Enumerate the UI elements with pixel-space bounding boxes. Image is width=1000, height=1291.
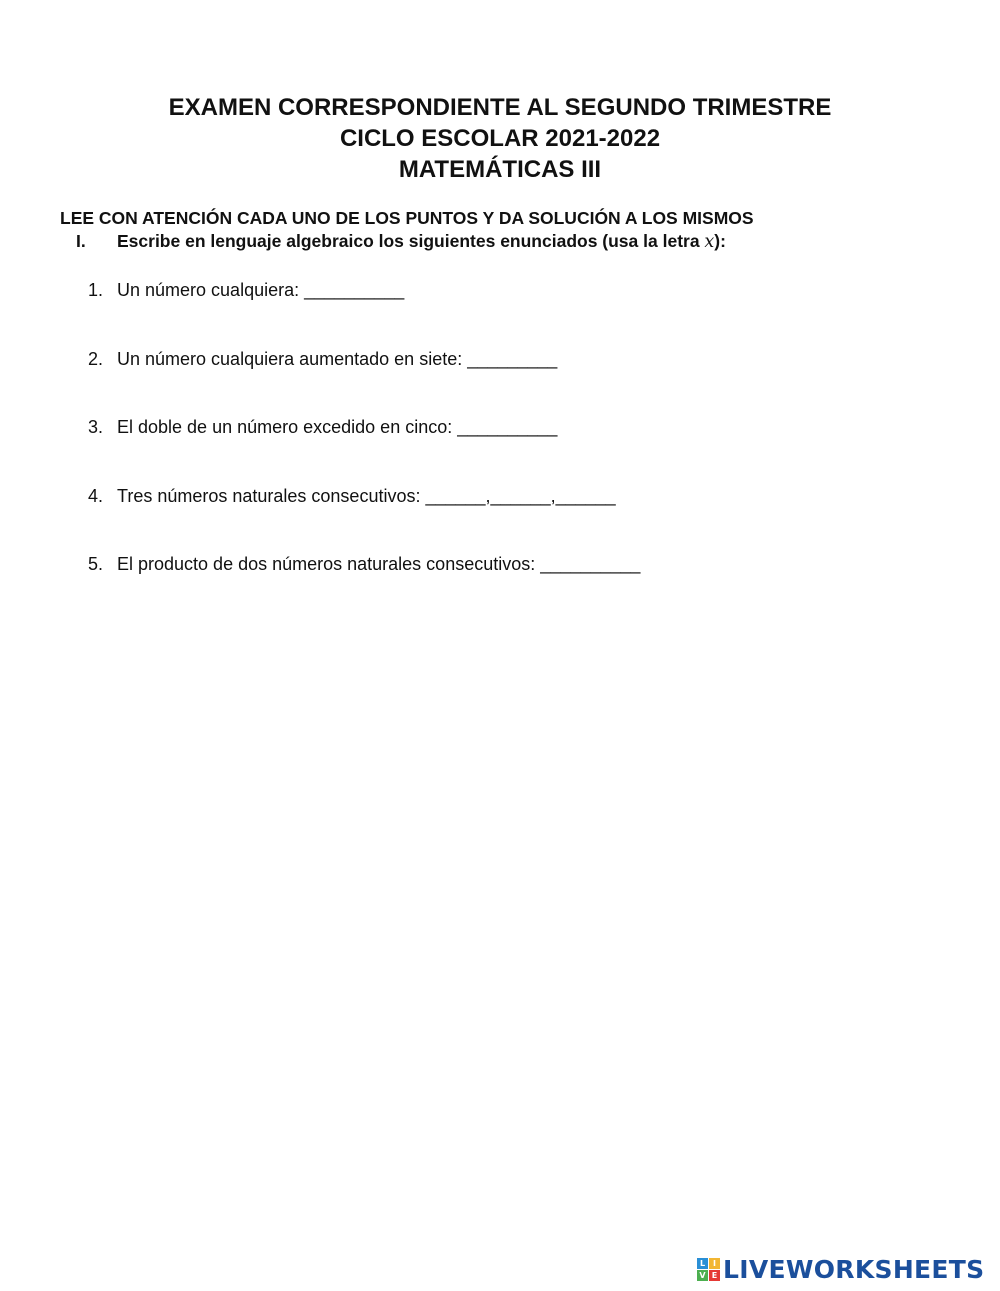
liveworksheets-mark-icon <box>697 1258 720 1281</box>
exam-title: EXAMEN CORRESPONDIENTE AL SEGUNDO TRIMESTRE <box>168 94 832 121</box>
question-number: 3. <box>88 417 104 437</box>
question-list <box>88 278 888 621</box>
question-number: 4. <box>88 485 104 506</box>
question-number: 5. <box>88 554 104 574</box>
question-text[interactable]: El producto de dos números naturales consecutivos: __________ <box>117 554 641 574</box>
question-text[interactable]: Tres números naturales consecutivos: ______,______,______ <box>117 485 616 506</box>
question-text[interactable]: Un número cualquiera aumentado en siete: _________ <box>117 348 558 369</box>
mark-letter-e: E <box>709 1270 720 1281</box>
question-item <box>88 552 888 621</box>
section-instruction-end: ): <box>714 231 726 251</box>
section-roman-numeral: I. <box>76 231 86 251</box>
general-instruction: LEE CON ATENCIÓN CADA UNO DE LOS PUNTOS Y DA SOLUCIÓN A LOS MISMOS <box>60 208 754 228</box>
question-text[interactable]: El doble de un número excedido en cinco: __________ <box>117 417 558 437</box>
question-item <box>88 347 888 416</box>
liveworksheets-wordmark: LIVEWORKSHEETS <box>723 1254 985 1284</box>
question-number: 1. <box>88 280 104 300</box>
exam-header <box>0 92 1000 185</box>
question-item <box>88 415 888 484</box>
question-number: 2. <box>88 348 104 369</box>
question-text[interactable]: Un número cualquiera: __________ <box>117 280 405 300</box>
mark-letter-i: I <box>709 1258 720 1269</box>
school-cycle: CICLO ESCOLAR 2021-2022 <box>339 125 661 152</box>
question-item <box>88 484 888 553</box>
mark-letter-l: L <box>697 1258 708 1269</box>
question-item <box>88 278 888 347</box>
liveworksheets-logo <box>697 1254 984 1284</box>
subject-title: MATEMÁTICAS III <box>398 156 602 183</box>
mark-letter-v: V <box>697 1270 708 1281</box>
section-instruction-text: Escribe en lenguaje algebraico los siguientes enunciados (usa la letra <box>117 231 705 251</box>
section-instruction <box>117 230 726 253</box>
section-variable: x <box>704 232 715 252</box>
